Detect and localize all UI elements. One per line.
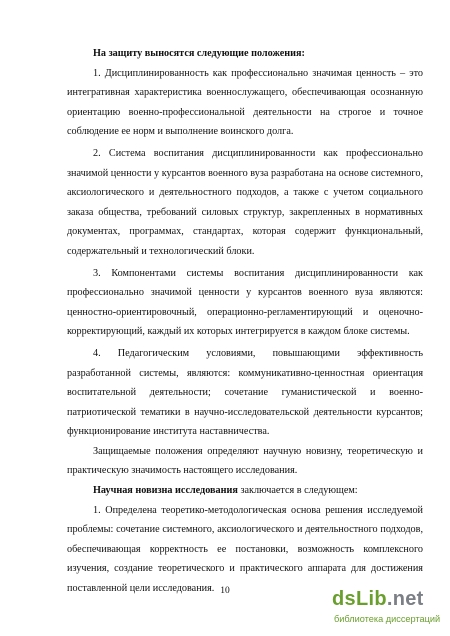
- novelty-paragraph: [67, 481, 423, 501]
- dslib-logo: dsLib.net: [332, 588, 424, 610]
- paragraph-4: 4. Педагогическим условиями, повышающими эффективность разработанной системы, являются: коммуникативно-ценностная ориентация воспитательной деятельности; сочетание гуманистической и военно-патриотической тематики в научно-исследовательской деятельности курсантов; функционирование института наставничества.: [67, 347, 423, 438]
- novelty-lead: заключается в следующем:: [237, 485, 358, 497]
- document-body: [67, 44, 423, 599]
- paragraph-5: Защищаемые положения определяют научную новизну, теоретическую и практическую значимость настоящего исследования.: [67, 445, 423, 477]
- section-heading: На защиту выносятся следующие положения:: [93, 48, 305, 59]
- paragraph-1: 1. Дисциплинированность как профессионально значимая ценность – это интегративная характеристика военнослужащего, обеспечивающая осознанную ориентацию военно-профессиональной деятельности на строгое и точное соблюдение ее норм и выполнение воинского долга.: [67, 67, 423, 138]
- watermark-subtitle: библиотека диссертаций: [334, 614, 441, 624]
- paragraph-3: 3. Компонентами системы воспитания дисциплинированности как профессионально значимой ценности у курсантов военного вуза являются: ценностно-ориентировочный, операционно-регламентирующий и оценочно-корректирующий, каждый их которых интегрируется в каждом блоке системы.: [67, 267, 423, 338]
- dslib-watermark: [332, 588, 442, 632]
- novelty-item-1: 1. Определена теоретико-методологическая основа решения исследуемой проблемы: сочетание системного, аксиологического и деятельностного подходов, обеспечивающая корректность ее постановки, возможность комплексного изучения, создание теоретического и практического аппарата для достижения поставленной цели исследования.: [67, 504, 423, 595]
- novelty-heading: Научная новизна исследования: [93, 485, 238, 497]
- page-number: 10: [220, 586, 230, 596]
- paragraph-2: 2. Система воспитания дисциплинированности как профессионально значимой ценности у курсантов военного вуза разработана на основе системного, аксиологического и деятельностного подходов, а также с учетом социального заказа общества, требований силовых структур, закрепленных в нормативных документах, программах, стандартах, которая содержит функциональный, содержательный и технологический блоки.: [67, 147, 423, 257]
